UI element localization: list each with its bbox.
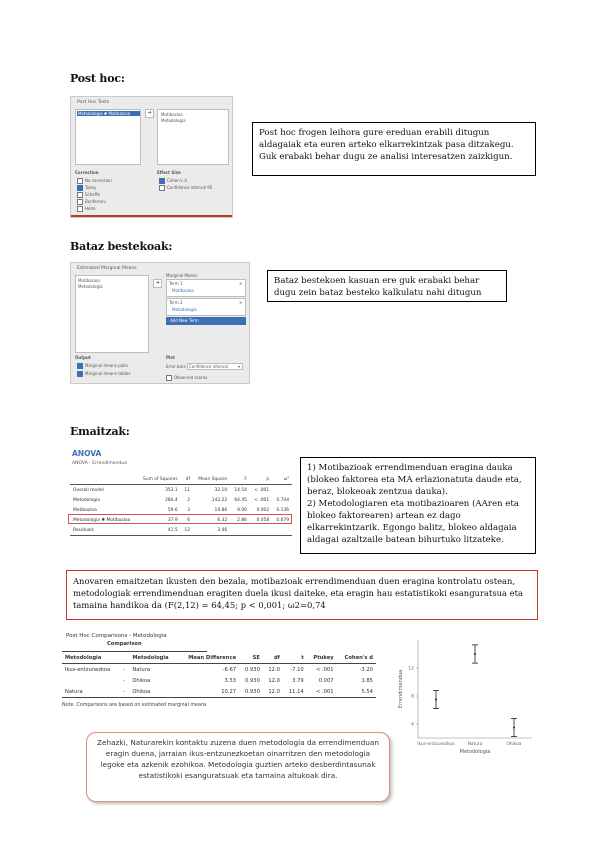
anova-header-cell: Mean Square <box>193 474 230 485</box>
posthoc-heading: Post hoc: <box>70 72 125 85</box>
posthoc-row <box>62 675 376 686</box>
data-point <box>435 699 437 701</box>
posthoc-header-cell: Metodologia <box>62 652 120 664</box>
checkbox[interactable] <box>77 178 83 184</box>
bataz-note: Bataz bestekoen kasuan ere guk erabaki behar dugu zein bataz besteko kalkulatu nahi ditugun <box>267 270 507 302</box>
anova-header-cell: F <box>230 474 250 485</box>
option-label: Confidence interval 95 <box>167 185 213 190</box>
anova-cell: 41.5 <box>137 525 180 536</box>
posthoc-cell: 0.930 <box>245 666 260 673</box>
anova-header-cell: df <box>181 474 193 485</box>
term2-value[interactable]: Metodologia <box>172 307 197 312</box>
final-note: Zehazki, Naturarekin kontaktu zuzena duen metodologia da errendimenduan eragin duena, jarraian ikus-entzunezkoetan oinarritzen den metodologia legoke eta azkenik ezohikoa. Metodologia guztien arteko desberdintasunak estatistikoki esanguratsuak eta tamaina altukoak dira. <box>86 732 390 802</box>
observed-scores-option[interactable]: Observed scores <box>166 375 207 381</box>
posthoc-table-title: Post Hoc Comparisons - Metodologia <box>66 633 167 639</box>
posthoc-row <box>62 686 376 698</box>
term1-label: Term 1 <box>169 281 183 286</box>
anova-cell: 9.00 <box>237 507 247 513</box>
marginal-means-title: Marginal Means <box>166 273 198 278</box>
marginal-means-panel-title[interactable]: Estimated Marginal Means <box>77 266 137 271</box>
checkbox[interactable] <box>77 192 83 198</box>
posthoc-table-wrap <box>62 641 376 708</box>
posthoc-header-cell: Metodologia <box>129 652 177 664</box>
posthoc-header-cell: df <box>263 652 283 664</box>
interaction-row-highlight <box>68 514 292 524</box>
posthoc-cell: -7.10 <box>290 666 304 673</box>
checkbox[interactable] <box>77 371 83 377</box>
comparison-header: Comparison <box>62 641 207 652</box>
term2-close-icon[interactable]: ✕ <box>239 300 243 305</box>
posthoc-cell: Ikus-entzunezkoa <box>65 666 111 673</box>
data-point <box>513 727 515 729</box>
anova-cell: 3 <box>187 507 191 513</box>
anova-cell: 3.46 <box>193 525 230 536</box>
posthoc-cell: 1.85 <box>361 677 373 684</box>
emaitzak-heading: Emaitzak: <box>70 425 130 438</box>
anova-cell: 0.136 <box>276 507 289 513</box>
effect-size-option[interactable] <box>159 185 212 191</box>
anova-cell: Motibazioa <box>73 507 97 513</box>
option-label: Tukey <box>85 185 97 190</box>
anova-cell: 0.079 <box>276 517 289 523</box>
posthoc-panel-title[interactable]: Post Hoc Tests <box>77 100 110 105</box>
posthoc-cell: 11.14 <box>283 686 307 698</box>
posthoc-row <box>62 664 376 676</box>
posthoc-cell: -6.67 <box>222 666 237 673</box>
option-label: Holm <box>85 206 96 211</box>
posthoc-cell: - <box>120 686 129 698</box>
checkbox[interactable] <box>159 178 165 184</box>
posthoc-header-cell: SE <box>239 652 263 664</box>
anova-note: 1) Motibazioak errendimenduan eragina dauka (blokeo faktorea eta MA erlazionatuta daude eta, beraz, blokeoak zentzua dauka). 2) Metodologiaren eta motibazioaren (AAren eta blokeo faktorearen) artean ez dago elkarrekintzarik. Egongo balitz, blokeo aldagaia aldagai azaltzaile batean bihurtuko litzateke. <box>300 457 536 554</box>
anova-cell: 19.86 <box>214 507 228 513</box>
output-option[interactable] <box>77 363 128 369</box>
anova-row <box>70 485 292 496</box>
correction-option[interactable] <box>77 178 112 184</box>
posthoc-cell: 3.53 <box>224 677 237 684</box>
term1-box[interactable] <box>166 279 246 297</box>
posthoc-variables-list[interactable] <box>75 109 141 165</box>
anova-cell: 64.45 <box>234 497 247 503</box>
anova-cell: 284.4 <box>165 497 178 503</box>
error-bars-value: Confidence interval <box>189 364 229 369</box>
correction-option[interactable] <box>77 206 95 212</box>
posthoc-cell <box>62 675 120 686</box>
anova-cell: 2 <box>187 497 191 503</box>
option-label: No correction <box>85 178 112 183</box>
bataz-variable-item[interactable]: Motibazioa <box>78 278 100 283</box>
checkbox[interactable] <box>77 206 83 212</box>
posthoc-selected-list[interactable] <box>157 109 229 165</box>
posthoc-header-cell: Ptukey <box>307 652 337 664</box>
anova-cell: Overall model <box>73 487 104 493</box>
anova-title: ANOVA <box>72 449 102 458</box>
posthoc-header-cell: Mean Difference <box>178 652 239 664</box>
anova-cell: 32.10 <box>214 487 228 493</box>
anova-cell: 6 <box>187 517 191 523</box>
correction-option[interactable] <box>77 185 96 191</box>
posthoc-cell: 10.27 <box>178 686 239 698</box>
plot-title: Plot <box>166 355 175 360</box>
checkbox[interactable] <box>77 199 83 205</box>
posthoc-cell: < .001 <box>316 666 334 673</box>
add-new-term-button[interactable] <box>166 317 246 325</box>
y-tick-label: 4 <box>411 722 414 728</box>
anova-cell: 142.22 <box>211 497 228 503</box>
chevron-down-icon: ▾ <box>238 364 241 369</box>
effect-size-title: Effect Size <box>157 170 181 175</box>
posthoc-note: Post hoc frogen leihora gure ereduan erabili ditugun aldagaiak eta euren arteko elkarrekintzak pasa ditzakegu. Guk erabaki behar dugu ze analisi interesatzen zaizkigun. <box>252 122 536 176</box>
checkbox[interactable] <box>77 363 83 369</box>
posthoc-header-cell: t <box>283 652 307 664</box>
anova-cell: 0.058 <box>256 517 270 523</box>
posthoc-cell: 5.54 <box>337 686 376 698</box>
anova-row <box>70 495 292 505</box>
marginal-means-plot <box>394 634 540 768</box>
bataz-heading: Bataz bestekoak: <box>70 240 173 253</box>
bataz-variables-list[interactable] <box>75 275 149 353</box>
option-label: Marginal means tables <box>85 371 131 376</box>
option-label: Cohen's d <box>167 178 187 183</box>
posthoc-cell: Ohikoa <box>132 677 151 684</box>
anova-cell: Metodologia ✱ Motibazioa <box>73 517 131 523</box>
x-tick-label: Natura <box>467 742 483 747</box>
option-label: Scheffe <box>85 192 100 197</box>
posthoc-panel <box>70 96 233 218</box>
anova-header-cell <box>70 474 137 485</box>
anova-cell: 6.32 <box>217 517 228 523</box>
data-point <box>474 653 476 655</box>
posthoc-cell: 0.007 <box>318 677 334 684</box>
anova-cell: 11 <box>184 487 191 493</box>
anova-cell: 59.6 <box>167 507 178 513</box>
anova-cell: 2.86 <box>237 517 247 523</box>
term2-box[interactable] <box>166 298 246 316</box>
anova-table <box>70 474 292 536</box>
posthoc-header-cell: Cohen's d <box>337 652 376 664</box>
move-right-button[interactable]: ➜ <box>145 109 154 118</box>
correction-option[interactable] <box>77 192 100 198</box>
anova-cell <box>272 485 292 496</box>
correction-title: Correction <box>75 170 99 175</box>
posthoc-cell: 0.930 <box>245 677 260 684</box>
anova-header-cell: p <box>250 474 272 485</box>
y-tick-label: 8 <box>411 694 414 700</box>
posthoc-header-cell <box>120 652 129 664</box>
option-label: Marginal means plots <box>85 363 128 368</box>
anova-cell: 0.002 <box>256 507 270 513</box>
option-label: Bonferroni <box>85 199 106 204</box>
anova-cell: Residuals <box>70 525 137 536</box>
posthoc-cell: 12.0 <box>268 666 280 673</box>
y-tick-label: 12 <box>408 666 414 672</box>
output-option[interactable] <box>77 371 130 377</box>
anova-cell: 12 <box>181 525 193 536</box>
posthoc-cell: 0.930 <box>239 686 263 698</box>
posthoc-cell: 12.0 <box>263 686 283 698</box>
anova-cell: 14.54 <box>234 487 247 493</box>
x-tick-label: Ikus-entzunezkoa <box>417 742 455 747</box>
posthoc-cell: - <box>123 666 126 673</box>
posthoc-cell: < .001 <box>307 686 337 698</box>
bataz-variable-item[interactable]: Metodologia <box>78 284 103 289</box>
x-tick-label: Ohikoa <box>506 742 522 747</box>
posthoc-cell: 12.0 <box>268 677 280 684</box>
anova-header-cell: Sum of Squares <box>137 474 180 485</box>
posthoc-cell: Natura <box>62 686 120 698</box>
anova-cell <box>250 525 272 536</box>
anova-header-cell: ω² <box>272 474 292 485</box>
panel-bottom-rule <box>71 215 232 217</box>
posthoc-cell: 3.79 <box>292 677 304 684</box>
anova-subtitle: ANOVA - Errendimendua <box>72 461 127 466</box>
output-title: Output <box>75 355 91 360</box>
posthoc-table <box>62 652 376 698</box>
posthoc-cell: -3.20 <box>359 666 373 673</box>
posthoc-cell: Ohikoa <box>129 686 177 698</box>
anova-cell: 37.9 <box>167 517 178 523</box>
term2-label: Term 2 <box>169 300 183 305</box>
error-bars-select[interactable] <box>187 363 243 370</box>
result-note: Anovaren emaitzetan ikusten den bezala, motibazioak errendimenduan duen eragina kontrolatu ostean, metodologiak errendimenduan eragiten duela ikusi daiteke, eta eragin hau estatistikoki esanguratsua eta tamaina handikoa da (F(2,12) = 64,45; p < 0,001; ω2=0,74 <box>66 570 538 620</box>
x-axis-label: Metodologia <box>459 749 491 755</box>
checkbox[interactable] <box>77 185 83 191</box>
posthoc-term-item[interactable]: Metodologia ✱ Motibazioa <box>77 111 140 116</box>
anova-cell <box>272 525 292 536</box>
marginal-means-panel <box>70 262 250 384</box>
correction-option[interactable] <box>77 199 106 205</box>
anova-cell: 0.744 <box>276 497 289 503</box>
anova-cell: Metodologia <box>73 497 100 503</box>
y-axis-label: Errendimendua <box>398 669 404 709</box>
add-new-term-label: Add New Term <box>170 318 199 323</box>
posthoc-table-note: Note. Comparisons are based on estimated marginal means <box>62 703 207 708</box>
anova-cell: < .001 <box>254 487 270 493</box>
effect-size-option[interactable] <box>159 178 187 184</box>
posthoc-cell: Natura <box>132 666 151 673</box>
term1-value[interactable]: Motibazioa <box>172 288 194 293</box>
anova-cell <box>230 525 250 536</box>
anova-cell: < .001 <box>254 497 270 503</box>
selected-term-item[interactable]: Motibazioa <box>161 112 183 117</box>
checkbox[interactable] <box>159 185 165 191</box>
selected-term-item[interactable]: Metodologia <box>161 118 186 123</box>
posthoc-cell: - <box>123 677 126 684</box>
anova-row <box>70 525 292 536</box>
anova-cell: 353.1 <box>165 487 178 493</box>
term1-close-icon[interactable]: ✕ <box>239 281 243 286</box>
anova-table-wrap <box>70 474 292 536</box>
bataz-move-button[interactable]: ➜ <box>153 279 162 288</box>
error-bars-label: Error bars <box>166 364 186 369</box>
